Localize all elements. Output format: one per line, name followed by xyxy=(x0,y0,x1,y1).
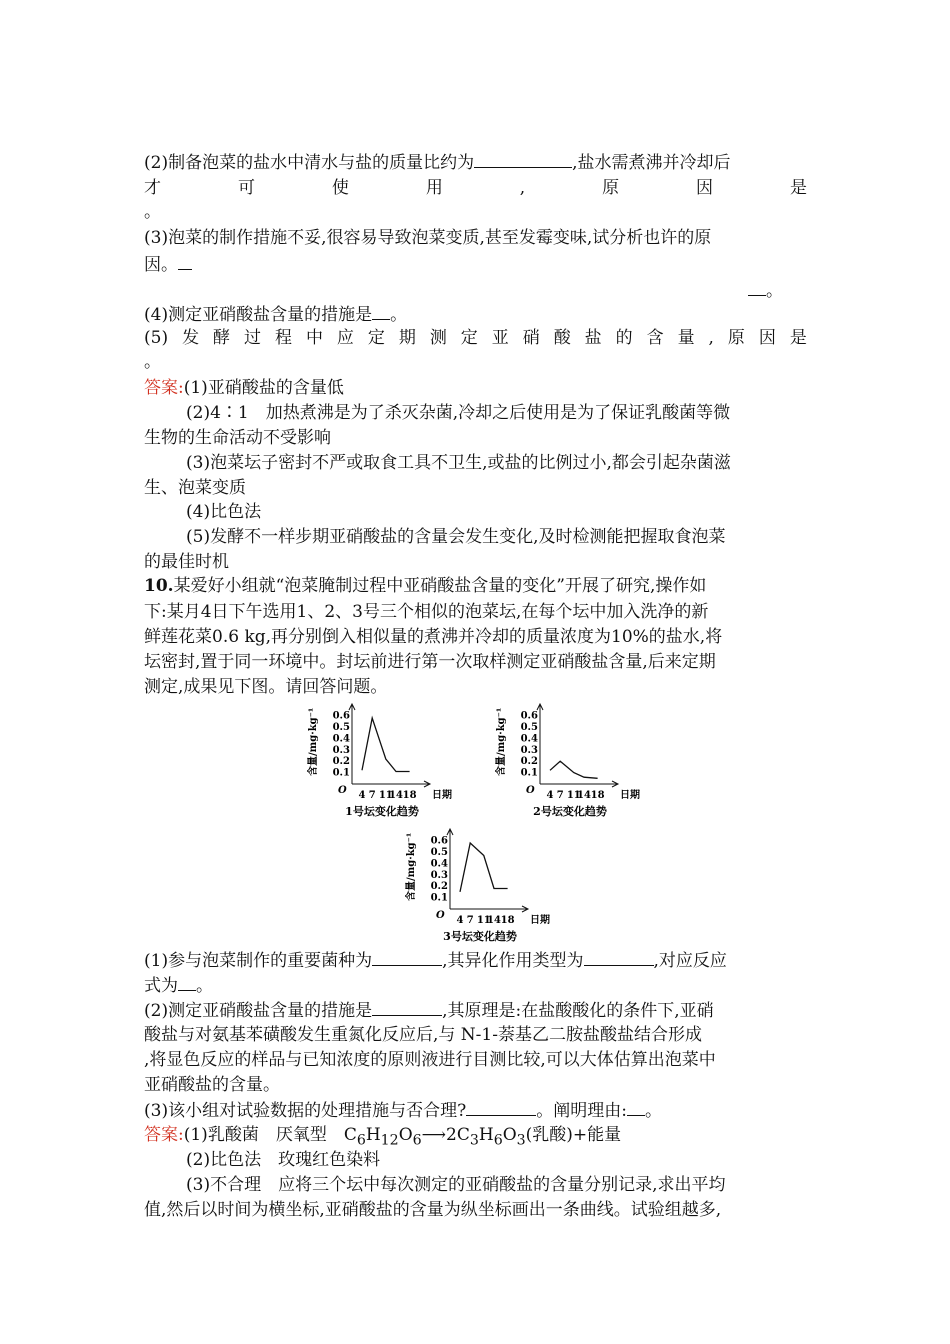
chart-jar-3 xyxy=(398,825,558,950)
x-tick-label: 11 xyxy=(378,790,393,801)
q9-p4 xyxy=(144,302,407,327)
justified-char: 应 xyxy=(336,328,354,348)
x-axis-label: 日期 xyxy=(432,790,452,801)
y-tick-label: 0.3 xyxy=(520,744,538,756)
justified-char: 用 xyxy=(425,178,443,198)
y-axis-label: 含量/mg·kg⁻¹ xyxy=(496,707,507,776)
x-tick-label: 11 xyxy=(566,790,581,801)
q9-p2-text-b: ,盐水需煮沸并冷却后 xyxy=(572,153,731,173)
justified-char: 才 xyxy=(144,178,161,198)
subscript: 12 xyxy=(380,1132,399,1149)
q10-stem-1 xyxy=(144,574,706,598)
q10-answer-3a: (3)不合理 应将三个坛中每次测定的亚硝酸盐的含量分别记录,求出平均 xyxy=(186,1175,726,1195)
y-tick-label: 0.4 xyxy=(520,733,538,745)
answer-blank[interactable] xyxy=(372,948,442,966)
y-tick-label: 0.1 xyxy=(332,767,350,779)
x-tick-label: 18 xyxy=(402,790,417,801)
y-tick-label: 0.1 xyxy=(520,767,538,779)
q10-p3 xyxy=(144,1098,662,1123)
answer-text: (乳酸)+能量 xyxy=(525,1125,622,1145)
answer-blank[interactable] xyxy=(372,302,390,320)
q9-p3-text: 因。 xyxy=(144,255,178,275)
origin-label: O xyxy=(436,910,445,921)
q9-p5-line1 xyxy=(144,326,807,350)
justified-char: 程 xyxy=(274,328,292,348)
justified-char: 期 xyxy=(398,328,416,348)
q10-p1-line1 xyxy=(144,948,727,973)
q9-answer-4: (4)比色法 xyxy=(186,502,262,522)
answer-blank[interactable] xyxy=(584,948,654,966)
y-tick-label: 0.6 xyxy=(430,835,448,847)
series-line xyxy=(550,761,598,778)
q10-p2-text-b: ,其原理是:在盐酸酸化的条件下,亚硝 xyxy=(442,1001,714,1021)
q10-stem-4: 坛密封,置于同一环境中。封坛前进行第一次取样测定亚硝酸盐含量,后来定期 xyxy=(144,652,716,672)
q10-p1-text-b: ,其异化作用类型为 xyxy=(442,951,584,971)
q9-p4-end: 。 xyxy=(390,305,408,325)
justified-char: 原 xyxy=(727,328,745,348)
subscript: 3 xyxy=(516,1132,526,1149)
answer-text: O xyxy=(502,1125,517,1145)
justified-char: 含 xyxy=(646,328,664,348)
justified-char: 是 xyxy=(789,328,807,348)
subscript: 6 xyxy=(412,1132,422,1149)
justified-char: 硝 xyxy=(522,328,540,348)
stem-text: 某爱好小组就“泡菜腌制过程中亚硝酸盐含量的变化”开展了研究,操作如 xyxy=(173,576,707,596)
x-axis-label: 日期 xyxy=(620,790,640,801)
y-tick-label: 0.4 xyxy=(332,733,350,745)
q10-p2-line3: ,将显色反应的样品与已知浓度的原则液进行目测比较,可以大体估算出泡菜中 xyxy=(144,1050,716,1070)
answer-blank[interactable] xyxy=(178,252,192,270)
q9-p3-line3 xyxy=(748,278,783,303)
answer-text: H xyxy=(478,1125,494,1145)
y-tick-label: 0.5 xyxy=(520,722,538,734)
justified-char: 因 xyxy=(758,328,776,348)
y-axis-label: 含量/mg·kg⁻¹ xyxy=(308,707,319,776)
y-tick-label: 0.3 xyxy=(430,869,448,881)
origin-label: O xyxy=(338,785,347,796)
q10-p1-text: (1)参与泡菜制作的重要菌种为 xyxy=(144,951,373,971)
answer-blank[interactable] xyxy=(748,278,766,296)
justified-char: 测 xyxy=(429,328,447,348)
justified-char: 中 xyxy=(305,328,323,348)
q10-stem-5: 测定,成果见下图。请回答问题。 xyxy=(144,677,388,697)
y-tick-label: 0.4 xyxy=(430,858,448,870)
justified-char: 原 xyxy=(602,178,620,198)
subscript: 6 xyxy=(493,1132,503,1149)
answer-label: 答案: xyxy=(144,1125,184,1145)
x-tick-label: 14 xyxy=(487,915,501,926)
origin-label: O xyxy=(526,785,535,796)
q10-p1-text-c: ,对应反应 xyxy=(653,951,727,971)
q10-answer-2: (2)比色法 玫瑰红色染料 xyxy=(186,1150,381,1170)
answer-blank[interactable] xyxy=(627,1098,645,1116)
x-axis-label: 日期 xyxy=(530,915,550,926)
x-tick-label: 14 xyxy=(577,790,591,801)
q9-answer-1 xyxy=(144,376,344,400)
justified-char: 亚 xyxy=(491,328,509,348)
chart-title: 1号坛变化趋势 xyxy=(345,805,419,818)
subscript: 6 xyxy=(356,1132,366,1149)
q10-p2-text: (2)测定亚硝酸盐含量的措施是 xyxy=(144,1001,373,1021)
x-tick-label: 4 xyxy=(358,790,366,801)
chart-jar-1 xyxy=(300,700,460,825)
x-tick-label: 4 xyxy=(456,915,464,926)
q9-answer-2a: (2)4∶1 加热煮沸是为了杀灭杂菌,冷却之后使用是为了保证乳酸菌等微 xyxy=(186,403,731,423)
q10-p1-line2 xyxy=(144,973,213,998)
justified-char: (5) xyxy=(144,328,169,348)
reaction-arrow: ⟶ xyxy=(421,1125,447,1145)
q10-p1-text-d: 式为 xyxy=(144,976,178,996)
justified-char: , xyxy=(708,328,714,348)
question-number: 10. xyxy=(144,576,174,596)
q9-p2-line2 xyxy=(144,176,807,200)
y-tick-label: 0.3 xyxy=(332,744,350,756)
q9-answer-3a: (3)泡菜坛子密封不严或取食工具不卫生,或盐的比例过小,都会引起杂菌滋 xyxy=(186,453,731,473)
q10-p2-line1 xyxy=(144,998,714,1023)
justified-char: 的 xyxy=(615,328,633,348)
justified-char: 因 xyxy=(696,178,714,198)
q10-p3-text: (3)该小组对试验数据的处理措施与否合理? xyxy=(144,1101,467,1121)
answer-blank[interactable] xyxy=(372,998,442,1016)
q9-p2-text: (2)制备泡菜的盐水中清水与盐的质量比约为 xyxy=(144,153,475,173)
y-tick-label: 0.1 xyxy=(430,892,448,904)
q10-p2-line2: 酸盐与对氨基苯磺酸发生重氮化反应后,与 N-1-萘基乙二胺盐酸盐结合形成 xyxy=(144,1025,702,1045)
justified-char: 发 xyxy=(182,328,200,348)
q10-p2-line4: 亚硝酸盐的含量。 xyxy=(144,1075,280,1095)
q9-p2-end: 。 xyxy=(144,202,161,222)
x-tick-label: 18 xyxy=(500,915,515,926)
x-tick-label: 18 xyxy=(590,790,605,801)
q9-p3-line2 xyxy=(144,252,192,277)
justified-char: 使 xyxy=(331,178,349,198)
chart-title: 2号坛变化趋势 xyxy=(533,805,607,818)
x-tick-label: 7 xyxy=(556,790,564,801)
answer-blank[interactable] xyxy=(474,150,572,168)
answer-text: H xyxy=(365,1125,381,1145)
y-tick-label: 0.6 xyxy=(332,710,350,722)
q10-stem-2: 下:某月4日下午选用1、2、3号三个相似的泡菜坛,在每个坛中加入洗净的新 xyxy=(144,602,709,622)
series-line xyxy=(362,718,410,772)
justified-char: 定 xyxy=(367,328,385,348)
x-tick-label: 7 xyxy=(466,915,474,926)
justified-char: 可 xyxy=(237,178,255,198)
q10-p1-end: 。 xyxy=(196,976,213,996)
justified-char: 酵 xyxy=(213,328,231,348)
x-tick-label: 14 xyxy=(389,790,403,801)
chart-title: 3号坛变化趋势 xyxy=(443,930,517,943)
q10-p3-end: 。 xyxy=(644,1101,662,1121)
y-axis-label: 含量/mg·kg⁻¹ xyxy=(406,832,417,901)
answer-label: 答案: xyxy=(144,378,184,398)
x-tick-label: 11 xyxy=(476,915,491,926)
q9-p3-end: 。 xyxy=(766,281,783,301)
y-tick-label: 0.6 xyxy=(520,710,538,722)
answer-blank[interactable] xyxy=(466,1098,536,1116)
q9-answer-2b: 生物的生命活动不受影响 xyxy=(144,428,331,448)
y-tick-label: 0.2 xyxy=(430,881,448,893)
justified-char: 是 xyxy=(789,178,807,198)
q10-answer-3b: 值,然后以时间为横坐标,亚硝酸盐的含量为纵坐标画出一条曲线。试验组越多, xyxy=(144,1200,722,1220)
series-line xyxy=(460,843,508,892)
justified-char: 盐 xyxy=(584,328,602,348)
q9-p2-line1 xyxy=(144,150,731,175)
justified-char: , xyxy=(519,178,526,198)
answer-text: (1)亚硝酸盐的含量低 xyxy=(183,378,344,398)
q10-stem-3: 鲜莲花菜0.6 kg,再分别倒入相似量的煮沸并冷却的质量浓度为10%的盐水,将 xyxy=(144,627,723,647)
q9-answer-3b: 生、泡菜变质 xyxy=(144,478,246,498)
answer-text: O xyxy=(398,1125,413,1145)
chart-jar-2 xyxy=(488,700,648,825)
q9-p4-text: (4)测定亚硝酸盐含量的措施是 xyxy=(144,305,373,325)
answer-text: 2C xyxy=(446,1125,470,1145)
subscript: 3 xyxy=(469,1132,479,1149)
justified-char: 过 xyxy=(244,328,261,348)
y-tick-label: 0.5 xyxy=(332,722,350,734)
x-tick-label: 4 xyxy=(546,790,554,801)
q9-p3-line1: (3)泡菜的制作措施不妥,很容易导致泡菜变质,甚至发霉变味,试分析也许的原 xyxy=(144,228,712,248)
justified-char: 量 xyxy=(677,328,695,348)
q9-p5-end: 。 xyxy=(144,352,161,372)
q9-answer-5b: 的最佳时机 xyxy=(144,552,229,572)
y-tick-label: 0.5 xyxy=(430,847,448,859)
y-tick-label: 0.2 xyxy=(520,756,538,768)
q10-p3-text-b: 。阐明理由: xyxy=(536,1101,627,1121)
justified-char: 酸 xyxy=(553,328,571,348)
y-tick-label: 0.2 xyxy=(332,756,350,768)
x-tick-label: 7 xyxy=(368,790,376,801)
q9-answer-5a: (5)发酵不一样步期亚硝酸盐的含量会发生变化,及时检测能把握取食泡菜 xyxy=(186,527,726,547)
answer-blank[interactable] xyxy=(178,973,196,991)
justified-char: 定 xyxy=(460,328,478,348)
answer-text: (1)乳酸菌 厌氧型 C xyxy=(183,1125,357,1145)
